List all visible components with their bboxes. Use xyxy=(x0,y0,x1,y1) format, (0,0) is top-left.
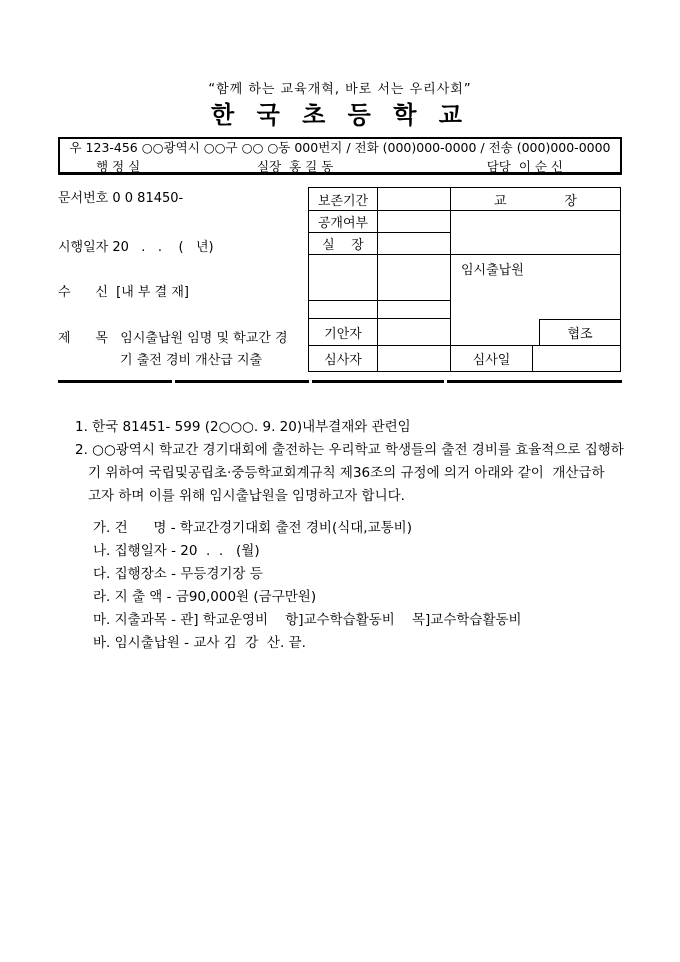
reviewer-label: 심사자 xyxy=(308,345,377,371)
slogan-text: “함께 하는 교육개혁, 바로 서는 우리사회” xyxy=(208,82,472,97)
subject-line-1: 제 목 임시출납원 임명 및 학교간 경 xyxy=(58,331,288,346)
subject-line-2: 기 출전 경비 개산급 지출 xyxy=(120,353,263,368)
principal-label: 교 장 xyxy=(450,187,620,210)
body-item-2-line-2: 기 위하여 국립및공립초·중등학교회계규칙 제36조의 규정에 의거 아래와 같이 개산급하 xyxy=(88,465,605,481)
contact-line: 우 123-456 ○○광역시 ○○구 ○○ ○동 000번지 / 전화 (000)000-0000 / 전송 (000)000-0000 xyxy=(69,140,611,155)
divider-segment xyxy=(447,380,622,383)
divider-segment xyxy=(58,380,172,383)
empty-value-cell-1 xyxy=(377,254,450,300)
sub-item-ba: 바. 임시출납원 - 교사 김 강 산. 끝. xyxy=(93,635,306,651)
review-date-value-cell xyxy=(532,345,620,371)
empty-label-cell-1 xyxy=(308,254,377,300)
temp-cashier-cell xyxy=(450,254,620,345)
sub-item-na: 나. 집행일자 - 20 . . (월) xyxy=(93,543,260,559)
cooperation-box: 협조 xyxy=(539,319,620,345)
drafter-label: 기안자 xyxy=(308,318,377,345)
temp-cashier-label: 임시출납원 xyxy=(461,263,524,278)
body-item-2-line-3: 고자 하며 이를 위해 임시출납원을 임명하고자 합니다. xyxy=(88,488,405,504)
sub-item-da: 다. 집행장소 - 무등경기장 등 xyxy=(93,566,263,582)
approval-table xyxy=(308,187,621,372)
empty-label-cell-2 xyxy=(308,300,377,318)
staff-line xyxy=(60,157,620,172)
disclosure-label: 공개여부 xyxy=(308,210,377,232)
drafter-value-cell xyxy=(377,318,450,345)
section-divider-line xyxy=(58,380,622,383)
recipient-line: 수 신 [내 부 결 재] xyxy=(58,285,189,300)
retention-value-cell xyxy=(377,187,450,210)
principal-signature-cell xyxy=(450,210,620,254)
disclosure-value-cell xyxy=(377,210,450,232)
retention-label: 보존기간 xyxy=(308,187,377,210)
office-label: 행 정 실 xyxy=(96,159,141,174)
sub-item-ma: 마. 지출과목 - 관] 학교운영비 항]교수학습활동비 목]교수학습활동비 xyxy=(93,612,522,628)
chief-label: 실 장 xyxy=(308,232,377,254)
divider-segment xyxy=(312,380,444,383)
contact-header-box xyxy=(58,137,622,175)
empty-value-cell-2 xyxy=(377,300,450,318)
doc-number: 문서번호 0 0 81450- xyxy=(58,191,184,206)
exec-date: 시행일자 20 . . ( 년) xyxy=(58,240,214,255)
divider-segment xyxy=(175,380,309,383)
review-date-label: 심사일 xyxy=(450,345,532,371)
body-item-2-line-1: 2. ○○광역시 학교간 경기대회에 출전하는 우리학교 학생들의 출전 경비를 효율적으로 집행하 xyxy=(75,442,624,458)
body-item-1: 1. 한국 81451- 599 (2○○○. 9. 20)내부결재와 관련임 xyxy=(75,419,411,435)
sub-item-ga: 가. 건 명 - 학교간경기대회 출전 경비(식대,교통비) xyxy=(93,520,412,536)
sub-item-ra: 라. 지 출 액 - 금90,000원 (금구만원) xyxy=(93,589,317,605)
school-name-title: 한 국 초 등 학 교 xyxy=(211,101,469,129)
reviewer-value-cell xyxy=(377,345,450,371)
manager-name: 담당 이 순 신 xyxy=(486,159,563,174)
chief-value-cell xyxy=(377,232,450,254)
chief-name: 실장 홍 길 동 xyxy=(257,159,334,174)
